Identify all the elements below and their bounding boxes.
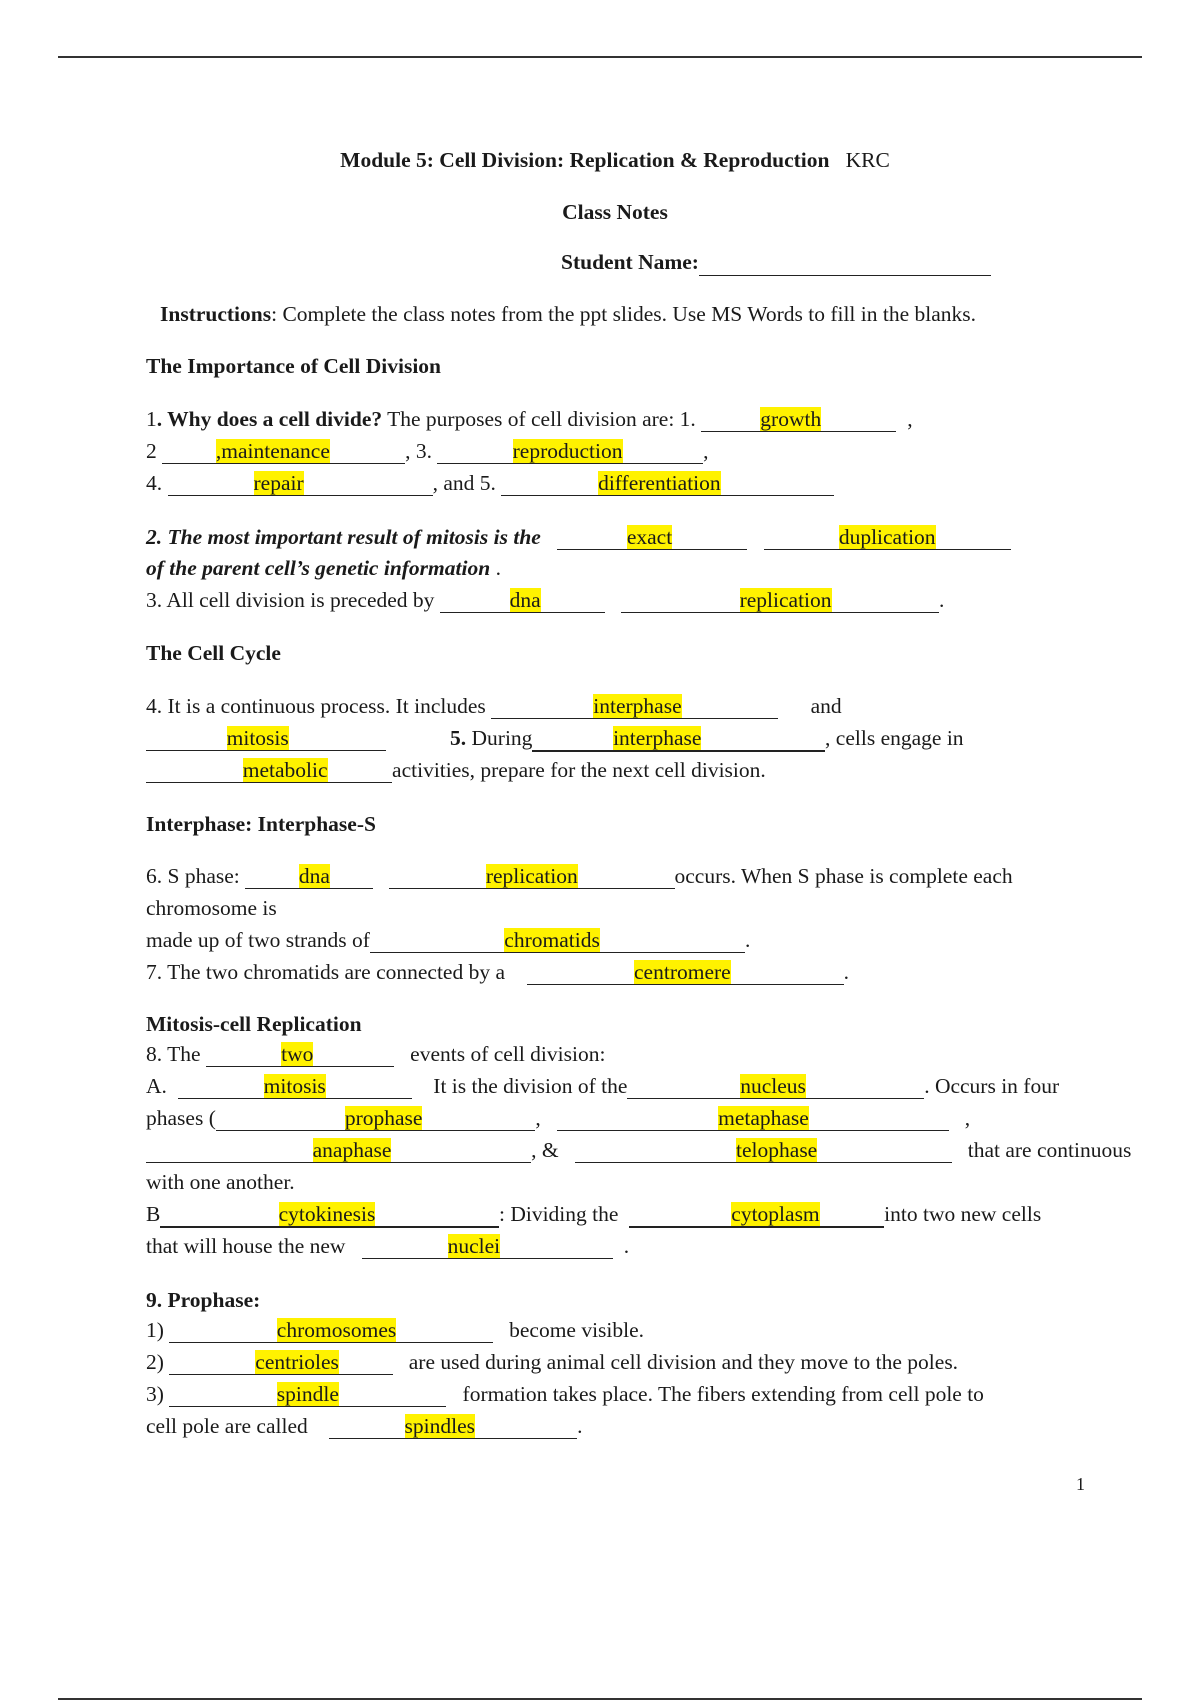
question-8b-line-2 xyxy=(146,1232,629,1260)
answer-duplication: duplication xyxy=(838,525,936,549)
prophase-item-1 xyxy=(146,1316,644,1344)
question-4-line xyxy=(146,692,842,720)
section-heading-cell-cycle: The Cell Cycle xyxy=(146,641,281,665)
blank-spindles[interactable] xyxy=(329,1414,577,1439)
blank-2[interactable] xyxy=(162,439,405,464)
answer-two: two xyxy=(281,1042,314,1066)
blank-centrioles[interactable] xyxy=(169,1350,392,1375)
question-1-line-3 xyxy=(146,469,834,497)
question-8b-line xyxy=(146,1200,1041,1228)
prophase-item-2 xyxy=(146,1348,958,1376)
student-name-blank[interactable] xyxy=(699,251,991,276)
q2-text-2: of the parent cell’s genetic information xyxy=(146,556,491,580)
item-4-number: 4. xyxy=(146,471,163,495)
answer-telophase: telophase xyxy=(736,1138,818,1162)
item-3-number: , 3. xyxy=(405,439,433,463)
question-8a-line-3 xyxy=(146,1136,1131,1164)
blank-replication-2[interactable] xyxy=(389,864,674,889)
answer-chromosomes: chromosomes xyxy=(276,1318,397,1342)
blank-chromosomes[interactable] xyxy=(169,1318,493,1343)
section-heading-interphase-s: Interphase: Interphase-S xyxy=(146,812,376,836)
question-7-line xyxy=(146,958,849,986)
question-8-line xyxy=(146,1040,605,1068)
answer-interphase-2: interphase xyxy=(613,726,702,750)
q5-text: During xyxy=(466,726,533,750)
blank-chromatids[interactable] xyxy=(370,928,745,953)
blank-metabolic[interactable] xyxy=(146,758,392,783)
top-rule xyxy=(58,56,1142,58)
answer-repair: repair xyxy=(253,471,304,495)
q3-text: 3. All cell division is preceded by xyxy=(146,588,435,612)
question-8a-line xyxy=(146,1072,1059,1100)
answer-metaphase: metaphase xyxy=(718,1106,809,1130)
prophase-3-text-2: cell pole are called xyxy=(146,1414,308,1438)
instructions xyxy=(160,300,976,328)
question-4-line-2 xyxy=(146,724,964,752)
answer-replication: replication xyxy=(739,588,832,612)
comma: , xyxy=(535,1106,541,1130)
blank-4[interactable] xyxy=(168,471,433,496)
blank-exact[interactable] xyxy=(557,525,747,550)
q8-text-2: events of cell division: xyxy=(410,1042,606,1066)
blank-cytokinesis[interactable] xyxy=(160,1202,499,1228)
blank-spindle[interactable] xyxy=(169,1382,446,1407)
q8a-text-3: that are continuous xyxy=(967,1138,1132,1162)
prophase-item-3 xyxy=(146,1380,984,1408)
blank-centromere[interactable] xyxy=(527,960,844,985)
question-6-line-3 xyxy=(146,926,750,954)
q8-text: 8. The xyxy=(146,1042,201,1066)
blank-metaphase[interactable] xyxy=(557,1106,949,1131)
question-8a-line-2 xyxy=(146,1104,970,1132)
q8b-text-3: that will house the new xyxy=(146,1234,346,1258)
answer-mitosis-2: mitosis xyxy=(263,1074,326,1098)
blank-telophase[interactable] xyxy=(575,1138,952,1163)
answer-prophase: prophase xyxy=(344,1106,423,1130)
q7-text: 7. The two chromatids are connected by a xyxy=(146,960,506,984)
blank-prophase[interactable] xyxy=(216,1106,536,1131)
blank-nuclei[interactable] xyxy=(362,1234,613,1259)
document-title: Module 5: Cell Division: Replication & Reproduction xyxy=(340,148,830,172)
blank-interphase-2[interactable] xyxy=(532,726,825,752)
prophase-3-number: 3) xyxy=(146,1382,164,1406)
period: . xyxy=(744,928,751,952)
answer-dna: dna xyxy=(509,588,541,612)
item-a: A. xyxy=(146,1074,167,1098)
period: . xyxy=(495,556,501,580)
blank-3[interactable] xyxy=(437,439,703,464)
answer-reproduction: reproduction xyxy=(512,439,623,463)
question-1-line xyxy=(146,405,913,433)
blank-duplication[interactable] xyxy=(764,525,1011,550)
answer-growth: growth xyxy=(760,407,822,431)
question-8a-line-4: with one another. xyxy=(146,1170,295,1194)
answer-replication-2: replication xyxy=(485,864,578,888)
answer-spindle: spindle xyxy=(276,1382,339,1406)
phases-label: phases ( xyxy=(146,1106,216,1130)
answer-anaphase: anaphase xyxy=(312,1138,392,1162)
prophase-1-number: 1) xyxy=(146,1318,164,1342)
answer-differentiation: differentiation xyxy=(598,471,721,495)
item-b: B xyxy=(146,1202,161,1226)
answer-metabolic: metabolic xyxy=(242,758,328,782)
answer-interphase: interphase xyxy=(593,694,682,718)
document-title-line xyxy=(0,146,1200,174)
q1-text: The purposes of cell division are: 1. xyxy=(382,407,696,431)
q8a-text-2: . Occurs in four xyxy=(924,1074,1060,1098)
prophase-item-3-line-2 xyxy=(146,1412,582,1440)
period: . xyxy=(623,1234,630,1258)
section-heading-mitosis: Mitosis-cell Replication xyxy=(146,1012,362,1036)
blank-anaphase[interactable] xyxy=(146,1138,531,1163)
blank-nucleus[interactable] xyxy=(627,1074,924,1099)
q8b-text-2: into two new cells xyxy=(884,1202,1042,1226)
q8b-text: : Dividing the xyxy=(498,1202,619,1226)
answer-cytokinesis: cytokinesis xyxy=(278,1202,376,1226)
q1-number: 1 xyxy=(146,407,157,431)
question-3-line xyxy=(146,586,944,614)
q6-text: 6. S phase: xyxy=(146,864,240,888)
q8a-text: It is the division of the xyxy=(433,1074,628,1098)
answer-centrioles: centrioles xyxy=(255,1350,339,1374)
and-word: and xyxy=(810,694,842,718)
blank-cytoplasm[interactable] xyxy=(629,1202,884,1228)
section-heading-importance: The Importance of Cell Division xyxy=(146,354,442,378)
instructions-label: Instructions xyxy=(160,302,272,326)
q1-bold: . Why does a cell divide? xyxy=(156,407,383,431)
period: . xyxy=(577,1414,583,1438)
answer-nuclei: nuclei xyxy=(447,1234,501,1258)
question-2-line-2 xyxy=(146,554,501,582)
answer-dna-2: dna xyxy=(298,864,330,888)
blank-5[interactable] xyxy=(501,471,833,496)
comma: , xyxy=(907,407,913,431)
blank-dna-2[interactable] xyxy=(245,864,373,889)
answer-cytoplasm: cytoplasm xyxy=(731,1202,820,1226)
q5-text-3: activities, prepare for the next cell division. xyxy=(392,758,766,782)
page-number: 1 xyxy=(1076,1474,1085,1494)
instructions-text: : Complete the class notes from the ppt slides. Use MS Words to fill in the blanks. xyxy=(271,302,977,326)
prophase-2-text: are used during animal cell division and they move to the poles. xyxy=(408,1350,959,1374)
answer-nucleus: nucleus xyxy=(740,1074,806,1098)
q5-text-2: , cells engage in xyxy=(825,726,964,750)
author-initials: KRC xyxy=(845,148,890,172)
ampersand: , & xyxy=(531,1138,559,1162)
blank-1[interactable] xyxy=(701,407,896,432)
subtitle: Class Notes xyxy=(562,200,668,224)
item-2-number: 2 xyxy=(146,439,157,463)
question-2-line xyxy=(146,523,1011,551)
q6-text-2: occurs. When S phase is complete each xyxy=(674,864,1013,888)
question-6-line-2: chromosome is xyxy=(146,896,277,920)
blank-mitosis-2[interactable] xyxy=(178,1074,412,1099)
comma: , xyxy=(964,1106,971,1130)
answer-chromatids: chromatids xyxy=(504,928,600,952)
q5-number: 5. xyxy=(450,726,467,750)
period: . xyxy=(939,588,945,612)
item-5-number: , and 5. xyxy=(432,471,496,495)
answer-maintenance: ,maintenance xyxy=(215,439,330,463)
question-1-line-2 xyxy=(146,437,709,465)
blank-dna-1[interactable] xyxy=(440,588,605,613)
section-heading-prophase: 9. Prophase: xyxy=(146,1288,261,1312)
prophase-2-number: 2) xyxy=(146,1350,164,1374)
answer-exact: exact xyxy=(626,525,673,549)
student-name-label: Student Name: xyxy=(561,250,699,274)
question-5-line-2 xyxy=(146,756,766,784)
blank-mitosis-1[interactable] xyxy=(146,726,386,751)
blank-interphase-1[interactable] xyxy=(491,694,778,719)
answer-mitosis: mitosis xyxy=(226,726,289,750)
question-6-line xyxy=(146,862,1013,890)
answer-spindles: spindles xyxy=(404,1414,475,1438)
prophase-1-text: become visible. xyxy=(509,1318,645,1342)
answer-centromere: centromere xyxy=(634,960,731,984)
blank-two[interactable] xyxy=(206,1042,394,1067)
q2-text: 2. The most important result of mitosis is the xyxy=(146,525,541,549)
prophase-3-text: formation takes place. The fibers extending from cell pole to xyxy=(462,1382,984,1406)
q4-text: 4. It is a continuous process. It includes xyxy=(146,694,486,718)
blank-replication-1[interactable] xyxy=(621,588,939,613)
student-name-line xyxy=(561,248,991,276)
comma: , xyxy=(703,439,709,463)
period: . xyxy=(843,960,849,984)
q6-text-3: made up of two strands of xyxy=(146,928,370,952)
